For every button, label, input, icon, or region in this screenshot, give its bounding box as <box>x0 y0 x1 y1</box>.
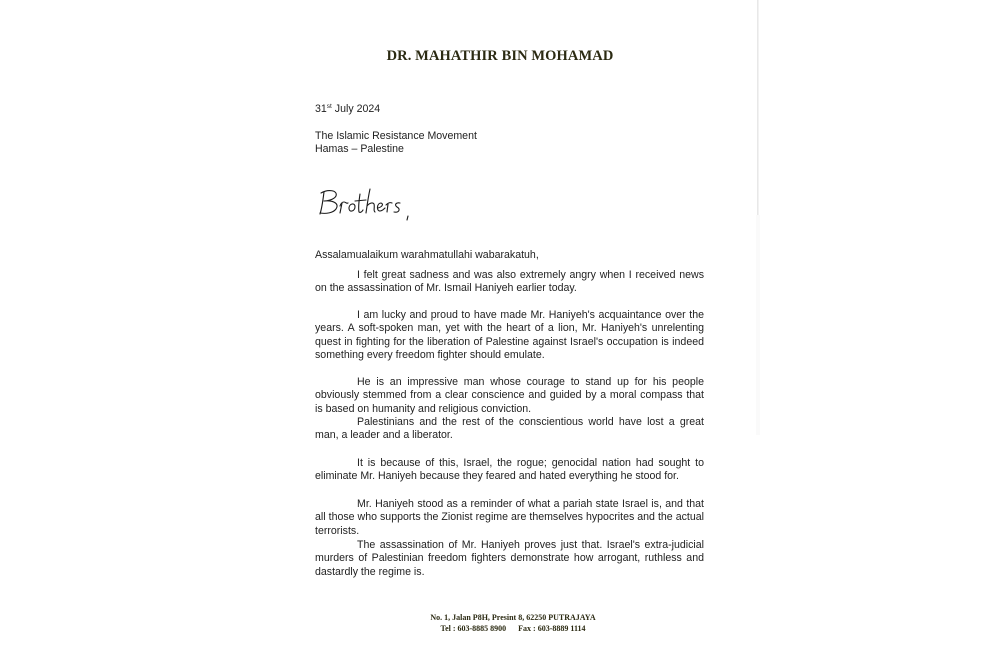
page-edge-shadow-faint <box>756 215 760 435</box>
greeting: Assalamualaikum warahmatullahi wabarakatuh, <box>315 249 539 261</box>
paragraph-5 <box>315 457 704 484</box>
letter-date <box>315 103 380 116</box>
footer-address: No. 1, Jalan P8H, Presint 8, 62250 PUTRAJAYA <box>430 613 596 622</box>
date-day-suffix: st <box>326 103 332 110</box>
footer-tel: Tel : 603-8885 8900 <box>440 624 507 633</box>
page-edge-shadow <box>757 0 759 215</box>
letterhead-footer <box>0 612 1000 634</box>
paragraph-4-text: Palestinians and the rest of the conscientious world have lost a great man, a leader and a liberator. <box>315 416 704 442</box>
letterhead-name: DR. MAHATHIR BIN MOHAMAD <box>386 48 614 64</box>
paragraph-5-text: It is because of this, Israel, the rogue; genocidal nation had sought to eliminate Mr. Haniyeh because they feared and hated everything he stood for. <box>315 457 704 483</box>
paragraph-7 <box>315 539 704 579</box>
date-rest: July 2024 <box>331 103 381 115</box>
footer-fax: Fax : 603-8889 1114 <box>518 624 586 633</box>
paragraph-3 <box>315 376 704 416</box>
paragraph-2 <box>315 309 704 363</box>
paragraph-3-text: He is an impressive man whose courage to stand up for his people obviously stemmed from a clear conscience and guided by a moral compass that is based on humanity and religious conviction. <box>315 376 704 415</box>
paragraph-6-text: Mr. Haniyeh stood as a reminder of what a pariah state Israel is, and that all those who supports the Zionist regime are themselves hypocrites and the actual terrorists. <box>315 498 704 537</box>
recipient-line-1: The Islamic Resistance Movement <box>315 130 477 142</box>
paragraph-1 <box>315 269 704 296</box>
paragraph-1-text: I felt great sadness and was also extremely angry when I received news on the assassination of Mr. Ismail Haniyeh earlier today. <box>315 269 704 295</box>
paragraph-4 <box>315 416 704 443</box>
recipient-line-2: Hamas – Palestine <box>315 143 404 156</box>
recipient-block <box>315 130 477 157</box>
footer-contact <box>0 623 1000 634</box>
paragraph-7-text: The assassination of Mr. Haniyeh proves just that. Israel's extra-judicial murders of Palestinian freedom fighters demonstrate how arrogant, ruthless and dastardly the regime is. <box>315 539 704 578</box>
handwritten-salutation <box>318 184 458 224</box>
date-day: 31 <box>315 103 327 115</box>
paragraph-6 <box>315 498 704 538</box>
paragraph-2-text: I am lucky and proud to have made Mr. Haniyeh's acquaintance over the years. A soft-spoken man, yet with the heart of a lion, Mr. Haniyeh's unrelenting quest in fighting for the liberation of Palestine against Israel's occupation is indeed something every freedom fighter should emulate. <box>315 309 704 362</box>
